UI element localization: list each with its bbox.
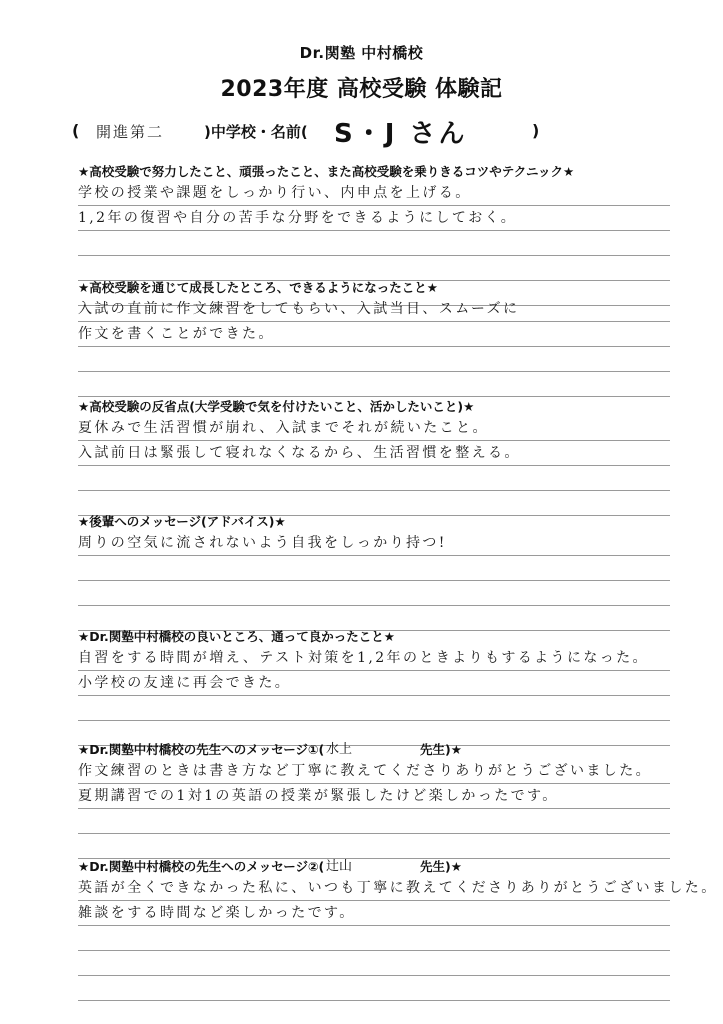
answer-text: 英語が全くできなかった私に、いつも丁寧に教えてくださりありがとうございました。 — [78, 880, 718, 896]
answer-text: 小学校の友達に再会できた。 — [78, 675, 292, 691]
teacher-name: 辻山 — [326, 859, 353, 874]
answer-line — [78, 646, 670, 671]
section-heading — [78, 741, 670, 759]
teacher-suffix: 先生)★ — [420, 742, 462, 757]
section-teacher-message-1 — [78, 741, 670, 859]
answer-text: 作文を書くことができた。 — [78, 326, 275, 342]
answer-line — [78, 671, 670, 696]
answer-line — [78, 951, 670, 976]
answer-text: 入試前日は緊張して寝れなくなるから、生活習慣を整える。 — [78, 445, 521, 461]
school-name-label: )中学校・名前( — [204, 123, 308, 141]
section-teacher-message-2 — [78, 858, 718, 1001]
answer-line — [78, 696, 670, 721]
answer-line — [78, 256, 670, 281]
section-good-points — [78, 628, 670, 746]
page-title: 2023年度 高校受験 体験記 — [220, 77, 503, 102]
answer-text: 学校の授業や課題をしっかり行い、内申点を上げる。 — [78, 185, 472, 201]
teacher-name: 水上 — [326, 742, 353, 757]
section-heading: ★高校受験で努力したこと、頑張ったこと、また高校受験を乗りきるコツやテクニック★ — [78, 164, 575, 179]
answer-line — [78, 206, 670, 231]
answer-line — [78, 901, 670, 926]
answer-line — [78, 976, 670, 1001]
answer-line — [78, 556, 670, 581]
answer-line — [78, 181, 670, 206]
section-heading: ★高校受験を通じて成長したところ、できるようになったこと★ — [78, 280, 438, 295]
teacher-suffix: 先生)★ — [420, 859, 462, 874]
answer-lines — [78, 876, 718, 1001]
answer-line — [78, 926, 670, 951]
section-growth — [78, 279, 670, 397]
section-heading: ★Dr.関塾中村橋校の良いところ、通って良かったこと★ — [78, 629, 395, 644]
section-heading: ★高校受験の反省点(大学受験で気を付けたいこと、活かしたいこと)★ — [78, 399, 475, 414]
student-name: S・J さん — [334, 119, 468, 149]
answer-line — [78, 231, 670, 256]
paren-open: ( — [72, 121, 80, 140]
answer-line — [78, 347, 670, 372]
answer-lines — [78, 759, 670, 859]
answer-text: 作文練習のときは書き方など丁寧に教えてくださりありがとうございました。 — [78, 763, 652, 779]
answer-lines — [78, 416, 670, 516]
answer-line — [78, 759, 670, 784]
section-advice — [78, 513, 670, 631]
student-info-row — [72, 115, 672, 149]
answer-lines — [78, 531, 670, 631]
section-heading — [78, 858, 670, 876]
answer-line — [78, 834, 670, 859]
answer-text: 夏期講習での1対1の英語の授業が緊張したけど楽しかったです。 — [78, 788, 559, 804]
answer-text: 雑談をする時間など楽しかったです。 — [78, 905, 356, 921]
answer-text: 1,2年の復習や自分の苦手な分野をできるようにしておく。 — [78, 210, 518, 226]
answer-line — [78, 531, 670, 556]
section-heading: ★後輩へのメッセージ(アドバイス)★ — [78, 514, 286, 529]
answer-line — [78, 372, 670, 397]
heading-text: ★Dr.関塾中村橋校の先生へのメッセージ②( — [78, 859, 325, 874]
answer-text: 自習をする時間が増え、テスト対策を1,2年のときよりもするようになった。 — [78, 650, 649, 666]
paren-close: ) — [532, 121, 540, 140]
answer-text: 周りの空気に流されないよう自我をしっかり持つ! — [78, 535, 447, 551]
junior-high-school-name: 開進第二 — [96, 123, 165, 141]
answer-line — [78, 297, 670, 322]
section-reflection — [78, 398, 670, 516]
school-name: Dr.関塾 中村橋校 — [299, 44, 424, 62]
answer-line — [78, 876, 718, 901]
answer-line — [78, 784, 670, 809]
heading-text: ★Dr.関塾中村橋校の先生へのメッセージ①( — [78, 742, 325, 757]
answer-line — [78, 581, 670, 606]
answer-line — [78, 466, 670, 491]
answer-text: 夏休みで生活習慣が崩れ、入試までそれが続いたこと。 — [78, 420, 489, 436]
answer-lines — [78, 646, 670, 746]
answer-line — [78, 416, 670, 441]
answer-line — [78, 322, 670, 347]
answer-lines — [78, 297, 670, 397]
answer-line — [78, 809, 670, 834]
answer-line — [78, 441, 670, 466]
answer-text: 入試の直前に作文練習をしてもらい、入試当日、スムーズに — [78, 301, 520, 317]
